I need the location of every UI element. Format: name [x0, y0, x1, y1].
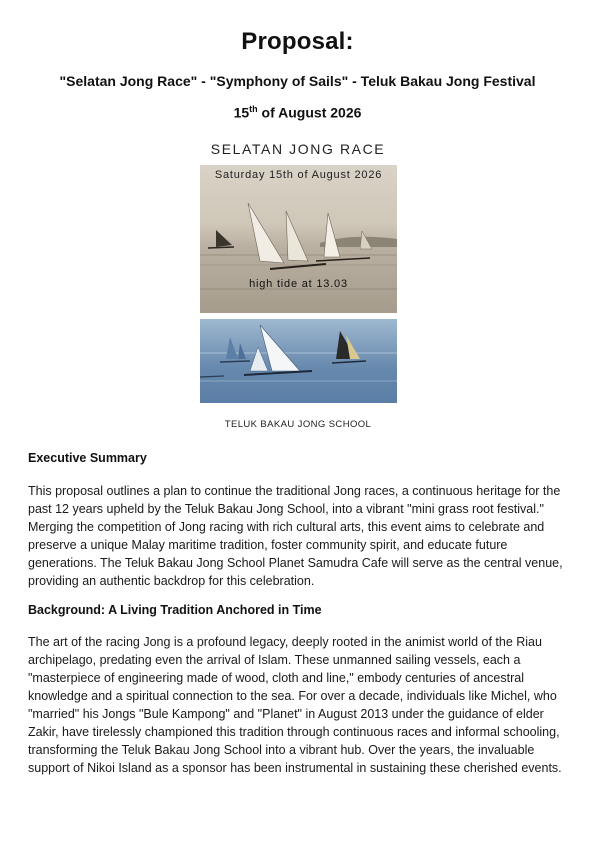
poster-tide-line: high tide at 13.03 [249, 278, 348, 290]
executive-summary-heading: Executive Summary [28, 451, 147, 465]
event-date [0, 104, 595, 121]
school-caption: TELUK BAKAU JONG SCHOOL [224, 419, 372, 430]
executive-summary-body: This proposal outlines a plan to continue the traditional Jong races, a continuous heritage for the past 12 years upheld by the Teluk Bakau Jong School, into a vibrant "mini grass root festival." Merging the competition of Jong racing with rich cultural arts, this event aims to celebrate and preserve a unique Malay maritime tradition, foster community spirit, and educate future generations. The Teluk Bakau Jong School Planet Samudra Cafe will serve as the central venue, providing an authentic backdrop for this celebration. [28, 484, 563, 588]
sepia-race-photo [200, 165, 397, 313]
proposal-subtitle: "Selatan Jong Race" - "Symphony of Sails" - Teluk Bakau Jong Festival [59, 73, 536, 89]
blue-race-photo [200, 319, 397, 403]
event-date-suffix: th [249, 104, 258, 114]
race-poster [196, 135, 400, 435]
sepia-sails-illustration [200, 165, 397, 313]
event-date-rest: of August 2026 [257, 104, 362, 121]
background-body: The art of the racing Jong is a profound legacy, deeply rooted in the animist world of the Riau archipelago, predating even the arrival of Islam. These unmanned sailing vessels, each a "masterpiece of engineering made of wood, cloth and line," embody centuries of ancestral knowledge and a spiritual connection to the sea. For over a decade, individuals like Michel, who "married" his Jongs "Bule Kampong" and "Planet" in August 2013 under the guidance of elder Zakir, have tirelessly championed this tradition through continuous races and informal schooling, transforming the Teluk Bakau Jong School into a vibrant hub. Over the years, the invaluable support of Nikoi Island as a sponsor has been instrumental in sustaining these cherished events. [28, 635, 562, 775]
event-date-day: 15 [233, 104, 250, 121]
blue-sails-illustration [200, 319, 397, 403]
page-title: Proposal: [241, 28, 354, 55]
poster-title: SELATAN JONG RACE [210, 141, 386, 157]
background-heading: Background: A Living Tradition Anchored in Time [28, 603, 322, 617]
poster-date-line: Saturday 15th of August 2026 [214, 169, 383, 181]
